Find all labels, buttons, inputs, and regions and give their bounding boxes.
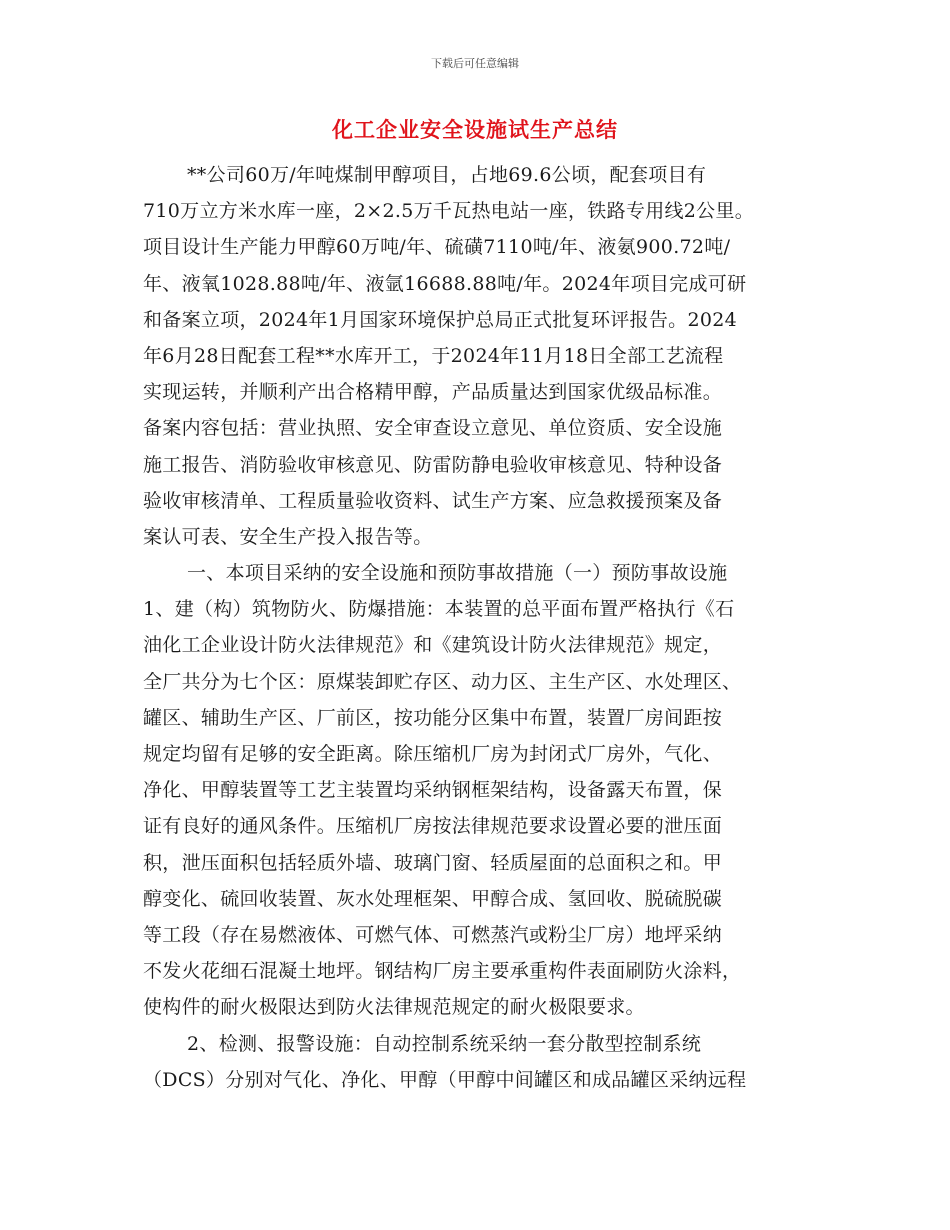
paragraph-line: 实现运转，并顺利产出合格精甲醇，产品质量达到国家优级品标准。: [143, 381, 723, 404]
paragraph-line: 和备案立项，2024年1月国家环境保护总局正式批复环评报告。2024: [143, 308, 737, 331]
paragraph-line: 全厂共分为七个区：原煤装卸贮存区、动力区、主生产区、水处理区、: [143, 670, 742, 693]
paragraph-line: 积，泄压面积包括轻质外墙、玻璃门窗、轻质屋面的总面积之和。甲: [143, 851, 723, 874]
document-title: 化工企业安全设施试生产总结: [332, 118, 618, 142]
paragraph-line: 项目设计生产能力甲醇60万吨/年、硫磺7110吨/年、液氨900.72吨/: [143, 236, 731, 259]
paragraph-line: 证有良好的通风条件。压缩机厂房按法律规范要求设置必要的泄压面: [143, 815, 723, 838]
document-body: [143, 157, 813, 1098]
paragraph-line: （DCS）分别对气化、净化、甲醇（甲醇中间罐区和成品罐区采纳远程: [143, 1068, 747, 1091]
paragraph-line: 案认可表、安全生产投入报告等。: [143, 525, 433, 548]
paragraph-line: 净化、甲醇装置等工艺主装置均采纳钢框架结构，设备露天布置，保: [143, 779, 723, 802]
paragraph-line: 验收审核清单、工程质量验收资料、试生产方案、应急救援预案及备: [143, 489, 723, 512]
paragraph-line: 710万立方米水库一座，2×2.5万千瓦热电站一座，铁路专用线2公里。: [143, 200, 755, 223]
paragraph-line: 1、建（构）筑物防火、防爆措施：本装置的总平面布置严格执行《石: [143, 598, 735, 621]
paragraph-line: 年6月28日配套工程**水库开工，于2024年11月18日全部工艺流程: [143, 344, 724, 367]
page-header-note: 下载后可任意编辑: [431, 57, 519, 70]
paragraph-line: 油化工企业设计防火法律规范》和《建筑设计防火法律规范》规定，: [143, 634, 723, 657]
paragraph-line: 等工段（存在易燃液体、可燃气体、可燃蒸汽或粉尘厂房）地坪采纳: [143, 923, 723, 946]
paragraph-line: 2、检测、报警设施：自动控制系统采纳一套分散型控制系统: [187, 1032, 702, 1055]
paragraph-line: 醇变化、硫回收装置、灰水处理框架、甲醇合成、氢回收、脱硫脱碳: [143, 887, 723, 910]
paragraph-line: 使构件的耐火极限达到防火法律规范规定的耐火极限要求。: [143, 996, 645, 1019]
paragraph-line: **公司60万/年吨煤制甲醇项目，占地69.6公顷，配套项目有: [187, 164, 707, 186]
paragraph-line: 不发火花细石混凝土地坪。钢结构厂房主要承重构件表面刷防火涂料，: [143, 960, 742, 983]
paragraph-line: 备案内容包括：营业执照、安全审查设立意见、单位资质、安全设施: [143, 417, 723, 440]
paragraph-line: 年、液氧1028.88吨/年、液氩16688.88吨/年。2024年项目完成可研: [143, 272, 747, 295]
section-heading-line: 一、本项目采纳的安全设施和预防事故措施（一）预防事故设施: [187, 562, 728, 585]
paragraph-line: 罐区、辅助生产区、厂前区，按功能分区集中布置，装置厂房间距按: [143, 706, 723, 729]
paragraph-line: 施工报告、消防验收审核意见、防雷防静电验收审核意见、特种设备: [143, 453, 723, 476]
paragraph-line: 规定均留有足够的安全距离。除压缩机厂房为封闭式厂房外，气化、: [143, 743, 723, 765]
